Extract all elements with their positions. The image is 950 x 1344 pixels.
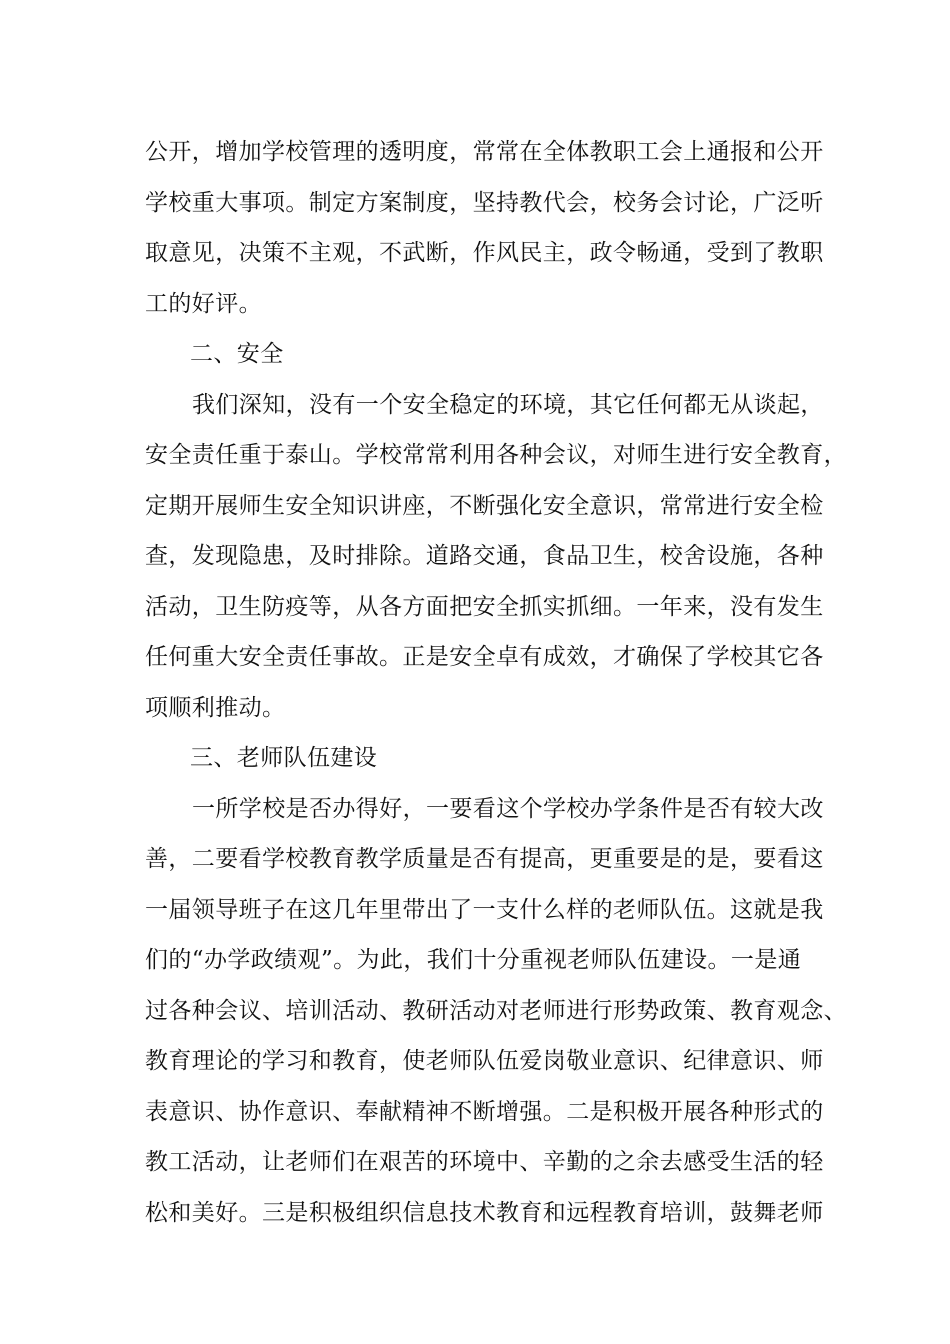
paragraph-line: 教工活动，让老师们在艰苦的环境中、辛勤的之余去感受生活的轻 xyxy=(145,1149,824,1175)
paragraph-line: 任何重大安全责任事故。正是安全卓有成效，才确保了学校其它各 xyxy=(145,644,824,670)
paragraph-line: 学校重大事项。制定方案制度，坚持教代会，校务会讨论，广泛听 xyxy=(145,190,824,216)
paragraph-line: 取意见，决策不主观，不武断，作风民主，政令畅通，受到了教职 xyxy=(145,240,824,266)
section-heading-safety: 二、安全 xyxy=(190,341,284,367)
paragraph-line: 教育理论的学习和教育，使老师队伍爱岗敬业意识、纪律意识、师 xyxy=(145,1048,824,1074)
paragraph-line: 公开，增加学校管理的透明度，常常在全体教职工会上通报和公开 xyxy=(145,139,824,165)
paragraph-line: 查，发现隐患，及时排除。道路交通，食品卫生，校舍设施，各种 xyxy=(145,543,824,569)
section-heading-teacher-team: 三、老师队伍建设 xyxy=(190,745,378,771)
paragraph-line: 们的“办学政绩观”。为此，我们十分重视老师队伍建设。一是通 xyxy=(145,947,802,973)
paragraph-line: 定期开展师生安全知识讲座，不断强化安全意识，常常进行安全检 xyxy=(145,493,824,519)
paragraph-line: 松和美好。三是积极组织信息技术教育和远程教育培训，鼓舞老师 xyxy=(145,1200,824,1226)
paragraph-line: 工的好评。 xyxy=(145,291,262,317)
paragraph-line: 我们深知，没有一个安全稳定的环境，其它任何都无从谈起， xyxy=(192,392,824,418)
paragraph-line: 过各种会议、培训活动、教研活动对老师进行形势政策、教育观念、 xyxy=(145,998,847,1024)
paragraph-line: 表意识、协作意识、奉献精神不断增强。二是积极开展各种形式的 xyxy=(145,1099,824,1125)
paragraph-line: 善，二要看学校教育教学质量是否有提高，更重要是的是，要看这 xyxy=(145,846,824,872)
paragraph-line: 一届领导班子在这几年里带出了一支什么样的老师队伍。这就是我 xyxy=(145,897,824,923)
paragraph-line: 安全责任重于泰山。学校常常利用各种会议，对师生进行安全教育， xyxy=(145,442,847,468)
paragraph-line: 一所学校是否办得好，一要看这个学校办学条件是否有较大改 xyxy=(192,796,824,822)
paragraph-line: 活动，卫生防疫等，从各方面把安全抓实抓细。一年来，没有发生 xyxy=(145,594,824,620)
paragraph-line: 项顺利推动。 xyxy=(145,695,286,721)
